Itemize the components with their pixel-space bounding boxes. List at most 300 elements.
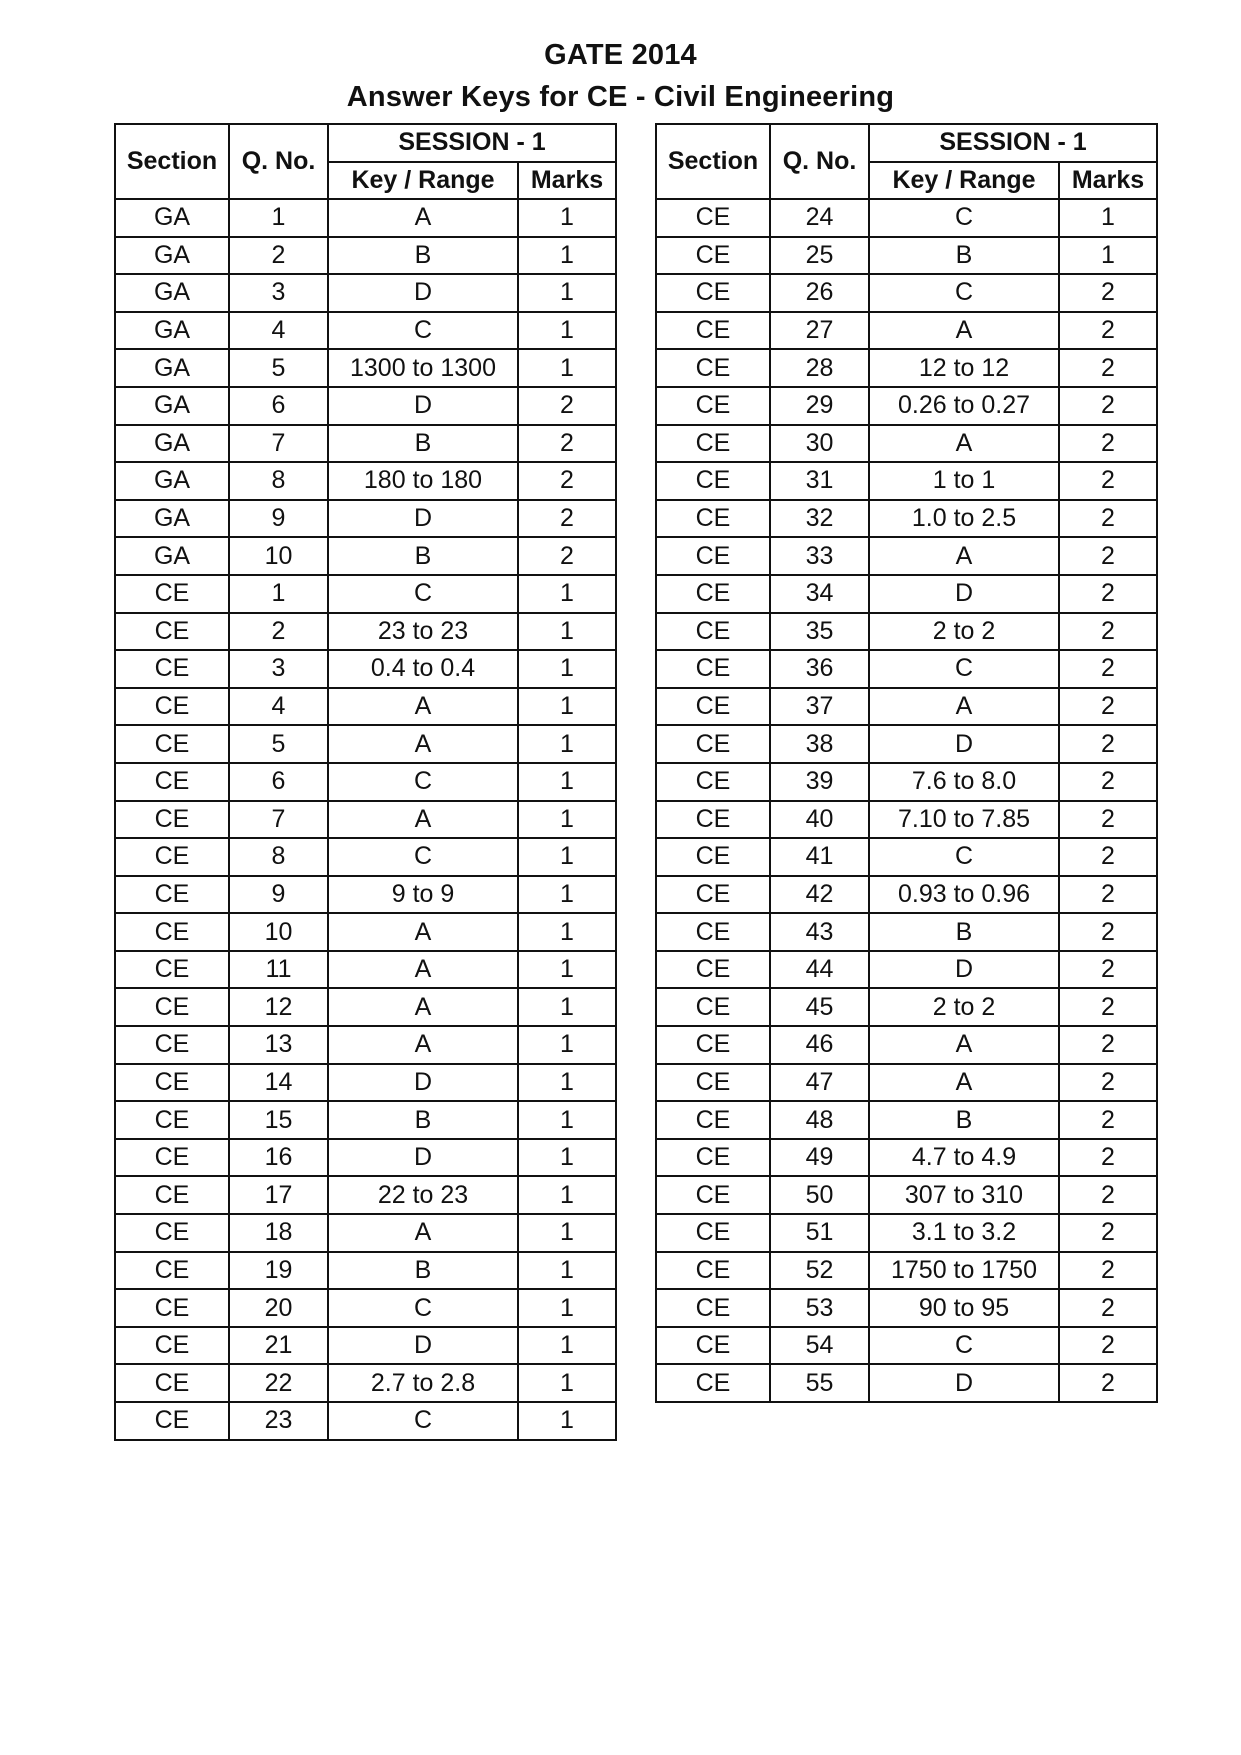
- qno-cell: 9: [229, 500, 328, 538]
- table-row: [115, 613, 616, 651]
- qno-cell: 40: [770, 801, 869, 839]
- marks-cell: 1: [518, 312, 616, 350]
- marks-cell: 2: [1059, 613, 1157, 651]
- table-row: [115, 349, 616, 387]
- key-cell: 1.0 to 2.5: [869, 500, 1059, 538]
- key-cell: 7.10 to 7.85: [869, 801, 1059, 839]
- key-cell: A: [328, 199, 518, 237]
- qno-cell: 12: [229, 988, 328, 1026]
- answer-key-table-left: [114, 123, 617, 1441]
- section-cell: CE: [656, 876, 770, 914]
- header-key-range: Key / Range: [869, 162, 1059, 200]
- section-cell: CE: [115, 838, 229, 876]
- marks-cell: 1: [518, 801, 616, 839]
- table-row: [115, 425, 616, 463]
- header-qno: Q. No.: [770, 124, 869, 199]
- key-cell: D: [328, 1327, 518, 1365]
- key-cell: 307 to 310: [869, 1176, 1059, 1214]
- section-cell: CE: [115, 763, 229, 801]
- qno-cell: 50: [770, 1176, 869, 1214]
- section-cell: CE: [656, 650, 770, 688]
- marks-cell: 1: [518, 1176, 616, 1214]
- key-cell: C: [328, 1402, 518, 1440]
- section-cell: CE: [656, 913, 770, 951]
- table-row: [115, 237, 616, 275]
- table-row: [656, 237, 1157, 275]
- marks-cell: 1: [518, 650, 616, 688]
- qno-cell: 31: [770, 462, 869, 500]
- marks-cell: 2: [518, 537, 616, 575]
- section-cell: GA: [115, 237, 229, 275]
- qno-cell: 45: [770, 988, 869, 1026]
- table-row: [656, 688, 1157, 726]
- marks-cell: 1: [518, 1064, 616, 1102]
- qno-cell: 8: [229, 462, 328, 500]
- qno-cell: 30: [770, 425, 869, 463]
- marks-cell: 1: [518, 274, 616, 312]
- section-cell: CE: [656, 199, 770, 237]
- table-row: [656, 988, 1157, 1026]
- qno-cell: 10: [229, 537, 328, 575]
- section-cell: CE: [115, 951, 229, 989]
- qno-cell: 51: [770, 1214, 869, 1252]
- key-cell: C: [869, 274, 1059, 312]
- section-cell: CE: [656, 387, 770, 425]
- marks-cell: 2: [1059, 1327, 1157, 1365]
- table-row: [115, 688, 616, 726]
- key-cell: C: [869, 199, 1059, 237]
- section-cell: CE: [115, 1252, 229, 1290]
- section-cell: CE: [115, 1402, 229, 1440]
- header-session: SESSION - 1: [869, 124, 1157, 162]
- table-body-right: [656, 199, 1157, 1402]
- table-row: [656, 537, 1157, 575]
- table-row: [115, 1289, 616, 1327]
- key-cell: B: [869, 1101, 1059, 1139]
- qno-cell: 2: [229, 613, 328, 651]
- marks-cell: 2: [1059, 988, 1157, 1026]
- qno-cell: 1: [229, 199, 328, 237]
- marks-cell: 2: [1059, 349, 1157, 387]
- section-cell: GA: [115, 387, 229, 425]
- qno-cell: 36: [770, 650, 869, 688]
- section-cell: CE: [656, 575, 770, 613]
- section-cell: CE: [115, 613, 229, 651]
- marks-cell: 2: [1059, 1214, 1157, 1252]
- key-cell: D: [328, 387, 518, 425]
- key-cell: C: [328, 763, 518, 801]
- table-row: [656, 801, 1157, 839]
- section-cell: CE: [115, 988, 229, 1026]
- key-cell: 9 to 9: [328, 876, 518, 914]
- table-row: [115, 838, 616, 876]
- section-cell: CE: [656, 237, 770, 275]
- table-row: [115, 1402, 616, 1440]
- header-section: Section: [656, 124, 770, 199]
- qno-cell: 18: [229, 1214, 328, 1252]
- qno-cell: 22: [229, 1364, 328, 1402]
- marks-cell: 1: [518, 1364, 616, 1402]
- key-cell: D: [328, 274, 518, 312]
- qno-cell: 34: [770, 575, 869, 613]
- key-cell: 90 to 95: [869, 1289, 1059, 1327]
- section-cell: CE: [115, 575, 229, 613]
- section-cell: CE: [115, 1101, 229, 1139]
- header-key-range: Key / Range: [328, 162, 518, 200]
- key-cell: A: [328, 988, 518, 1026]
- marks-cell: 2: [1059, 650, 1157, 688]
- header-marks: Marks: [1059, 162, 1157, 200]
- marks-cell: 2: [1059, 274, 1157, 312]
- section-cell: GA: [115, 349, 229, 387]
- marks-cell: 2: [1059, 1026, 1157, 1064]
- key-cell: 23 to 23: [328, 613, 518, 651]
- marks-cell: 1: [518, 1289, 616, 1327]
- page-title: GATE 2014: [544, 39, 697, 71]
- section-cell: CE: [656, 951, 770, 989]
- qno-cell: 4: [229, 688, 328, 726]
- key-cell: A: [328, 1026, 518, 1064]
- key-cell: 22 to 23: [328, 1176, 518, 1214]
- section-cell: CE: [656, 1026, 770, 1064]
- table-row: [656, 1026, 1157, 1064]
- qno-cell: 4: [229, 312, 328, 350]
- qno-cell: 2: [229, 237, 328, 275]
- table-row: [656, 1327, 1157, 1365]
- section-cell: CE: [115, 650, 229, 688]
- table-row: [656, 274, 1157, 312]
- section-cell: CE: [115, 1139, 229, 1177]
- key-cell: 12 to 12: [869, 349, 1059, 387]
- key-cell: 180 to 180: [328, 462, 518, 500]
- table-row: [115, 650, 616, 688]
- marks-cell: 2: [1059, 1101, 1157, 1139]
- table-row: [656, 575, 1157, 613]
- table-row: [656, 613, 1157, 651]
- marks-cell: 1: [518, 951, 616, 989]
- key-cell: C: [869, 1327, 1059, 1365]
- marks-cell: 1: [518, 725, 616, 763]
- table-row: [115, 1101, 616, 1139]
- marks-cell: 1: [518, 1139, 616, 1177]
- section-cell: CE: [656, 274, 770, 312]
- marks-cell: 2: [1059, 951, 1157, 989]
- key-cell: A: [328, 801, 518, 839]
- qno-cell: 7: [229, 801, 328, 839]
- key-cell: A: [869, 1064, 1059, 1102]
- table-row: [115, 1364, 616, 1402]
- key-cell: A: [869, 425, 1059, 463]
- qno-cell: 14: [229, 1064, 328, 1102]
- marks-cell: 2: [1059, 1364, 1157, 1402]
- qno-cell: 20: [229, 1289, 328, 1327]
- key-cell: 0.26 to 0.27: [869, 387, 1059, 425]
- key-cell: 2 to 2: [869, 988, 1059, 1026]
- marks-cell: 2: [1059, 913, 1157, 951]
- key-cell: B: [328, 1252, 518, 1290]
- section-cell: CE: [656, 688, 770, 726]
- marks-cell: 1: [518, 1402, 616, 1440]
- qno-cell: 54: [770, 1327, 869, 1365]
- key-cell: 0.4 to 0.4: [328, 650, 518, 688]
- marks-cell: 2: [1059, 688, 1157, 726]
- qno-cell: 32: [770, 500, 869, 538]
- table-row: [115, 312, 616, 350]
- qno-cell: 55: [770, 1364, 869, 1402]
- key-cell: A: [869, 1026, 1059, 1064]
- marks-cell: 1: [518, 1327, 616, 1365]
- marks-cell: 1: [518, 575, 616, 613]
- marks-cell: 2: [1059, 537, 1157, 575]
- section-cell: GA: [115, 425, 229, 463]
- table-row: [656, 1176, 1157, 1214]
- section-cell: CE: [115, 801, 229, 839]
- marks-cell: 2: [518, 387, 616, 425]
- qno-cell: 41: [770, 838, 869, 876]
- qno-cell: 24: [770, 199, 869, 237]
- section-cell: CE: [656, 763, 770, 801]
- marks-cell: 2: [1059, 1176, 1157, 1214]
- section-cell: CE: [656, 1214, 770, 1252]
- marks-cell: 2: [1059, 575, 1157, 613]
- table-row: [656, 951, 1157, 989]
- section-cell: CE: [656, 312, 770, 350]
- qno-cell: 26: [770, 274, 869, 312]
- marks-cell: 2: [1059, 876, 1157, 914]
- table-row: [656, 913, 1157, 951]
- qno-cell: 5: [229, 349, 328, 387]
- section-cell: CE: [656, 349, 770, 387]
- key-cell: 3.1 to 3.2: [869, 1214, 1059, 1252]
- qno-cell: 33: [770, 537, 869, 575]
- qno-cell: 37: [770, 688, 869, 726]
- section-cell: CE: [656, 462, 770, 500]
- marks-cell: 1: [518, 349, 616, 387]
- section-cell: CE: [656, 1252, 770, 1290]
- table-row: [656, 1364, 1157, 1402]
- marks-cell: 2: [1059, 425, 1157, 463]
- qno-cell: 44: [770, 951, 869, 989]
- qno-cell: 53: [770, 1289, 869, 1327]
- qno-cell: 11: [229, 951, 328, 989]
- marks-cell: 1: [518, 237, 616, 275]
- table-row: [656, 650, 1157, 688]
- table-row: [115, 462, 616, 500]
- marks-cell: 2: [1059, 1289, 1157, 1327]
- key-cell: B: [869, 913, 1059, 951]
- section-cell: CE: [656, 1101, 770, 1139]
- key-cell: D: [869, 725, 1059, 763]
- qno-cell: 6: [229, 763, 328, 801]
- qno-cell: 15: [229, 1101, 328, 1139]
- marks-cell: 2: [518, 500, 616, 538]
- key-cell: B: [328, 1101, 518, 1139]
- table-body-left: [115, 199, 616, 1440]
- marks-cell: 2: [1059, 1139, 1157, 1177]
- header-session: SESSION - 1: [328, 124, 616, 162]
- table-row: [115, 199, 616, 237]
- table-row: [115, 537, 616, 575]
- marks-cell: 2: [1059, 500, 1157, 538]
- table-row: [115, 1252, 616, 1290]
- page-subtitle: Answer Keys for CE - Civil Engineering: [346, 81, 895, 113]
- qno-cell: 9: [229, 876, 328, 914]
- section-cell: CE: [115, 876, 229, 914]
- qno-cell: 7: [229, 425, 328, 463]
- section-cell: CE: [115, 725, 229, 763]
- section-cell: CE: [115, 1026, 229, 1064]
- section-cell: GA: [115, 462, 229, 500]
- answer-key-table-right: [655, 123, 1158, 1403]
- qno-cell: 42: [770, 876, 869, 914]
- table-row: [115, 876, 616, 914]
- section-cell: CE: [656, 725, 770, 763]
- key-cell: C: [328, 1289, 518, 1327]
- table-row: [656, 1139, 1157, 1177]
- key-cell: C: [328, 838, 518, 876]
- key-cell: B: [328, 237, 518, 275]
- section-cell: CE: [656, 425, 770, 463]
- qno-cell: 28: [770, 349, 869, 387]
- qno-cell: 8: [229, 838, 328, 876]
- key-cell: B: [328, 425, 518, 463]
- marks-cell: 1: [518, 1026, 616, 1064]
- qno-cell: 25: [770, 237, 869, 275]
- key-cell: C: [328, 312, 518, 350]
- section-cell: CE: [115, 1289, 229, 1327]
- key-cell: C: [869, 838, 1059, 876]
- qno-cell: 1: [229, 575, 328, 613]
- qno-cell: 17: [229, 1176, 328, 1214]
- table-row: [656, 462, 1157, 500]
- table-row: [656, 725, 1157, 763]
- header-marks: Marks: [518, 162, 616, 200]
- table-row: [115, 951, 616, 989]
- section-cell: CE: [656, 1064, 770, 1102]
- qno-cell: 5: [229, 725, 328, 763]
- table-row: [656, 763, 1157, 801]
- key-cell: C: [869, 650, 1059, 688]
- marks-cell: 2: [1059, 838, 1157, 876]
- marks-cell: 2: [1059, 1064, 1157, 1102]
- marks-cell: 2: [1059, 801, 1157, 839]
- marks-cell: 2: [1059, 725, 1157, 763]
- key-cell: 1 to 1: [869, 462, 1059, 500]
- marks-cell: 1: [518, 1101, 616, 1139]
- section-cell: CE: [656, 801, 770, 839]
- qno-cell: 16: [229, 1139, 328, 1177]
- key-cell: C: [328, 575, 518, 613]
- table-row: [115, 801, 616, 839]
- qno-cell: 52: [770, 1252, 869, 1290]
- header-qno: Q. No.: [229, 124, 328, 199]
- key-cell: 2 to 2: [869, 613, 1059, 651]
- qno-cell: 10: [229, 913, 328, 951]
- section-cell: CE: [656, 1176, 770, 1214]
- table-row: [656, 387, 1157, 425]
- marks-cell: 1: [518, 838, 616, 876]
- marks-cell: 2: [1059, 1252, 1157, 1290]
- qno-cell: 3: [229, 274, 328, 312]
- qno-cell: 46: [770, 1026, 869, 1064]
- table-row: [656, 1214, 1157, 1252]
- section-cell: CE: [656, 1289, 770, 1327]
- marks-cell: 1: [518, 199, 616, 237]
- table-row: [115, 763, 616, 801]
- table-row: [656, 425, 1157, 463]
- key-cell: B: [869, 237, 1059, 275]
- marks-cell: 1: [518, 988, 616, 1026]
- section-cell: CE: [656, 1364, 770, 1402]
- section-cell: CE: [115, 1364, 229, 1402]
- table-row: [115, 1064, 616, 1102]
- section-cell: GA: [115, 500, 229, 538]
- table-row: [115, 387, 616, 425]
- section-cell: CE: [656, 537, 770, 575]
- marks-cell: 1: [1059, 199, 1157, 237]
- table-row: [115, 1327, 616, 1365]
- section-cell: CE: [115, 1327, 229, 1365]
- qno-cell: 47: [770, 1064, 869, 1102]
- marks-cell: 1: [518, 1214, 616, 1252]
- key-cell: A: [869, 537, 1059, 575]
- marks-cell: 2: [1059, 312, 1157, 350]
- key-cell: D: [869, 1364, 1059, 1402]
- key-cell: 2.7 to 2.8: [328, 1364, 518, 1402]
- key-cell: A: [328, 951, 518, 989]
- qno-cell: 29: [770, 387, 869, 425]
- qno-cell: 21: [229, 1327, 328, 1365]
- qno-cell: 27: [770, 312, 869, 350]
- table-row: [115, 1176, 616, 1214]
- table-row: [656, 1101, 1157, 1139]
- key-cell: 0.93 to 0.96: [869, 876, 1059, 914]
- section-cell: CE: [656, 1139, 770, 1177]
- table-row: [656, 500, 1157, 538]
- key-cell: D: [328, 1064, 518, 1102]
- qno-cell: 38: [770, 725, 869, 763]
- marks-cell: 2: [1059, 763, 1157, 801]
- qno-cell: 48: [770, 1101, 869, 1139]
- table-row: [115, 274, 616, 312]
- section-cell: CE: [656, 1327, 770, 1365]
- section-cell: CE: [656, 613, 770, 651]
- section-cell: CE: [115, 1176, 229, 1214]
- section-cell: CE: [115, 688, 229, 726]
- section-cell: CE: [656, 988, 770, 1026]
- table-row: [115, 1139, 616, 1177]
- key-cell: A: [869, 312, 1059, 350]
- table-row: [115, 1026, 616, 1064]
- section-cell: CE: [656, 838, 770, 876]
- key-cell: D: [328, 1139, 518, 1177]
- key-cell: A: [328, 725, 518, 763]
- header-section: Section: [115, 124, 229, 199]
- key-cell: B: [328, 537, 518, 575]
- section-cell: CE: [656, 500, 770, 538]
- section-cell: GA: [115, 199, 229, 237]
- table-row: [115, 725, 616, 763]
- section-cell: CE: [115, 1064, 229, 1102]
- table-row: [115, 988, 616, 1026]
- qno-cell: 13: [229, 1026, 328, 1064]
- section-cell: CE: [115, 913, 229, 951]
- qno-cell: 35: [770, 613, 869, 651]
- key-cell: A: [328, 913, 518, 951]
- marks-cell: 1: [518, 763, 616, 801]
- marks-cell: 1: [518, 688, 616, 726]
- key-cell: D: [328, 500, 518, 538]
